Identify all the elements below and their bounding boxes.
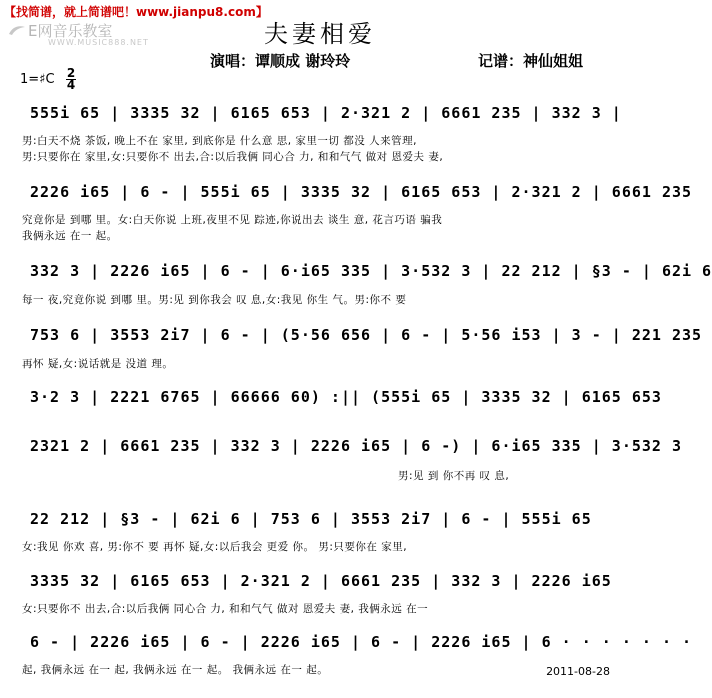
score-line-3-lyric-1: 每一 夜,究竟你说 到哪 里。男:见 到你我会 叹 息,女:我见 你生 气。男:你不 要 <box>22 294 407 306</box>
score-line-4-lyric-1: 再怀 疑,女:说话就是 没道 理。 <box>22 358 174 370</box>
watermark-text: E网音乐教室 <box>28 22 113 40</box>
score-line-8-notes: 3335 32 | 6165 653 | 2·321 2 | 6661 235 | 332 3 | 2226 i65 <box>30 572 612 590</box>
notation-date: 2011-08-28 <box>546 665 610 678</box>
score-line-4-notes: 753 6 | 3553 2i7 | 6 - | (5·56 656 | 6 - | 5·56 i53 | 3 - | 221 235 <box>30 326 703 344</box>
watermark-url: WWW.MUSIC888.NET <box>48 38 149 47</box>
score-line-6-lyric-1: 男:见 到 你不再 叹 息, <box>398 470 510 482</box>
score-line-9-notes: 6 - | 2226 i65 | 6 - | 2226 i65 | 6 - | 2226 i65 | 6 · · · · · · · <box>30 633 693 651</box>
key-signature: 1=♯C <box>20 72 55 87</box>
score-line-7-lyric-1: 女:我见 你欢 喜, 男:你不 要 再怀 疑,女:以后我会 更爱 你。 男:只要你在 家里, <box>22 541 408 553</box>
score-line-5-notes: 3·2 3 | 2221 6765 | 66666 60) :|| (555i 65 | 3335 32 | 6165 653 <box>30 388 662 406</box>
score-line-2-lyric-2: 我俩永远 在一 起。 <box>22 230 118 242</box>
score-line-2-lyric-1: 究竟你是 到哪 里。女:白天你说 上班,夜里不见 踪迹,你说出去 谈生 意, 花言巧语 骗我 <box>22 214 443 226</box>
score-line-6-notes: 2321 2 | 6661 235 | 332 3 | 2226 i65 | 6 -) | 6·i65 335 | 3·532 3 <box>30 437 682 455</box>
score-line-3-notes: 332 3 | 2226 i65 | 6 - | 6·i65 335 | 3·532 3 | 22 212 | §3 - | 62i 6 <box>30 262 712 280</box>
score-line-2-notes: 2226 i65 | 6 - | 555i 65 | 3335 32 | 6165 653 | 2·321 2 | 6661 235 <box>30 183 693 201</box>
score-line-7-notes: 22 212 | §3 - | 62i 6 | 753 6 | 3553 2i7 | 6 - | 555i 65 <box>30 510 592 528</box>
score-line-1-notes: 555i 65 | 3335 32 | 6165 653 | 2·321 2 | 6661 235 | 332 3 | <box>30 104 622 122</box>
score-line-1-lyric-2: 男:只要你在 家里,女:只要你不 出去,合:以后我俩 同心合 力, 和和气气 做对 恩爱夫 妻, <box>22 151 444 163</box>
time-signature-top: 2 <box>66 66 76 80</box>
notator-credit: 记谱：神仙姐姐 <box>478 52 584 70</box>
time-signature-bottom: 4 <box>66 78 76 92</box>
time-signature <box>66 68 76 91</box>
score-line-1-lyric-1: 男:白天不烧 茶饭, 晚上不在 家里, 到底你是 什么意 思, 家里一切 都没 人来管理, <box>22 135 417 147</box>
site-banner[interactable]: 【找简谱，就上简谱吧！www.jianpu8.com】 <box>4 5 268 19</box>
song-title: 夫妻相爱 <box>264 20 376 48</box>
score-line-8-lyric-1: 女:只要你不 出去,合:以后我俩 同心合 力, 和和气气 做对 恩爱夫 妻, 我俩永远 在一 <box>22 603 429 615</box>
score-line-9-lyric-1: 起, 我俩永远 在一 起, 我俩永远 在一 起。 我俩永远 在一 起。 <box>22 664 329 676</box>
singers-credit: 演唱：谭顺成 谢玲玲 <box>210 52 351 70</box>
